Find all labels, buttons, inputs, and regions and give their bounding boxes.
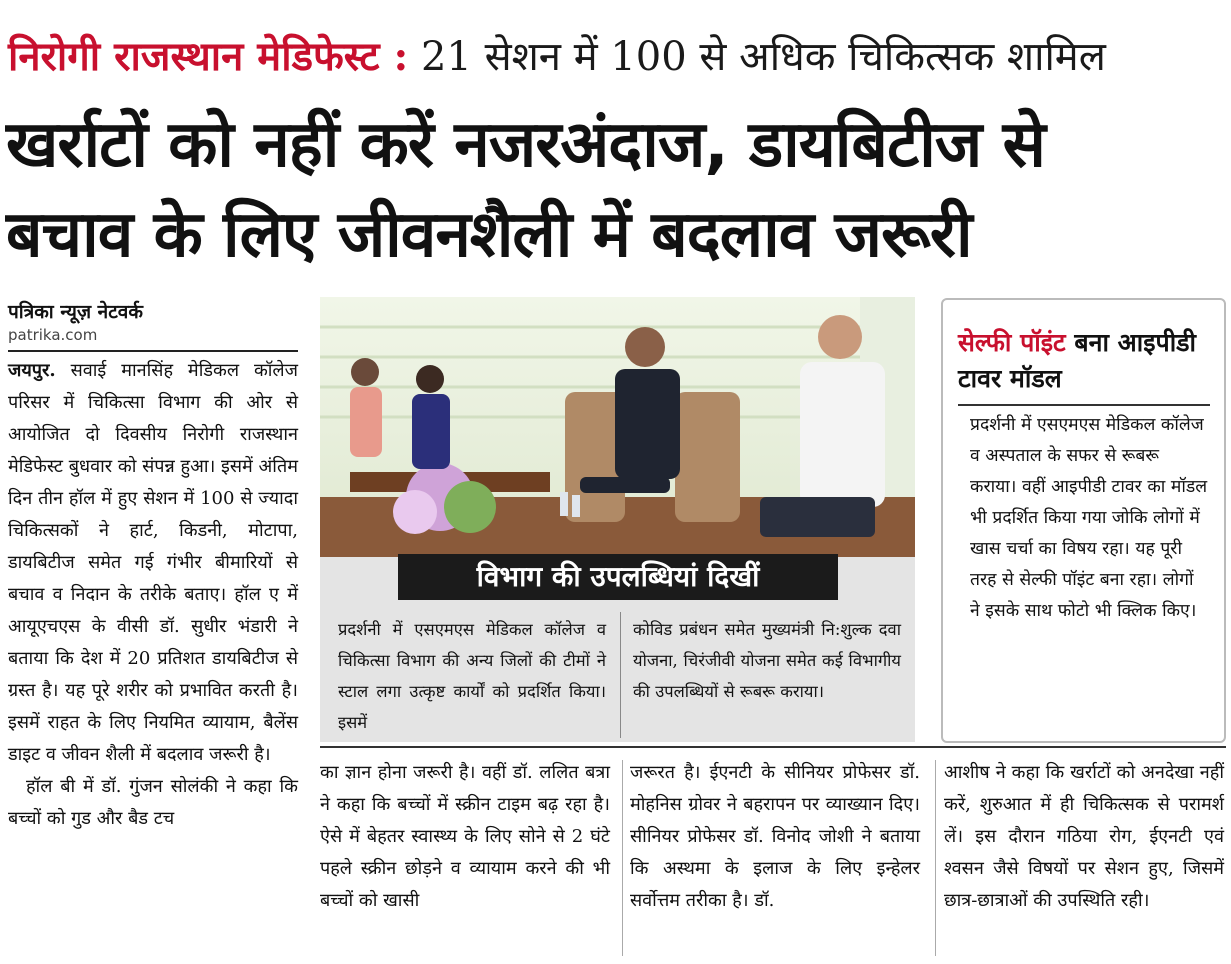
column-rule xyxy=(935,760,936,956)
achievements-divider xyxy=(620,612,621,738)
event-photo xyxy=(320,297,915,557)
byline-divider xyxy=(8,350,298,352)
sidebar-title-rest: बना आइपीडी टावर मॉडल xyxy=(958,328,1197,393)
article-column-2: का ज्ञान होना जरूरी है। वहीं डॉ. ललित बत्रा ने कहा कि बच्चों में स्क्रीन टाइम बढ़ रहा है। ऐसे में बेहतर स्वास्थ्य के लिए सोने से 2 घंटे पहले स्क्रीन छोड़ने व व्यायाम करने की भी बच्चों को खासी xyxy=(320,762,610,911)
kicker-highlight: निरोगी राजस्थान मेडिफेस्ट : xyxy=(8,33,409,80)
sidebar-divider xyxy=(958,404,1210,406)
byline: पत्रिका न्यूज़ नेटवर्क xyxy=(8,301,143,323)
column-rule xyxy=(622,760,623,956)
sidebar-title xyxy=(958,325,1220,397)
bottom-divider xyxy=(320,746,1226,748)
article-paragraph-2: हॉल बी में डॉ. गुंजन सोलंकी ने कहा कि बच्चों को गुड और बैड टच xyxy=(8,776,298,829)
headline-line-1: खर्राटों को नहीं करें नजरअंदाज, डायबिटीज से xyxy=(6,108,1045,182)
achievements-text-1: प्रदर्शनी में एसएमएस मेडिकल कॉलेज व चिकित्सा विभाग की अन्य जिलों की टीमों ने स्टाल लगा उत्कृष्ट कार्यों को प्रदर्शित किया। इसमें xyxy=(338,620,606,732)
sidebar-title-highlight: सेल्फी पॉइंट xyxy=(958,328,1066,357)
website-label: patrika.com xyxy=(8,326,98,344)
article-column-4: आशीष ने कहा कि खर्राटों को अनदेखा नहीं करें, शुरुआत में ही चिकित्सक से परामर्श लें। इस दौरान गठिया रोग, ईएनटी एवं श्वसन जैसे विषयों पर सेशन हुए, जिसमें छात्र-छात्राओं की उपस्थिति रही। xyxy=(944,762,1224,911)
achievements-heading: विभाग की उपलब्धियां दिखीं xyxy=(398,554,838,600)
achievements-text-2: कोविड प्रबंधन समेत मुख्यमंत्री नि:शुल्क दवा योजना, चिरंजीवी योजना समेत कई विभागीय की उपलब्धियों से रूबरू कराया। xyxy=(633,620,901,701)
kicker xyxy=(8,26,1223,88)
event-photo-illustration xyxy=(320,297,915,557)
dateline: जयपुर. xyxy=(8,360,56,381)
sidebar-body: प्रदर्शनी में एसएमएस मेडिकल कॉलेज व अस्पताल के सफर से रूबरू कराया। वहीं आइपीडी टावर का मॉडल भी प्रदर्शित किया गया जोकि लोगों में खास चर्चा का विषय रहा। यह पूरी तरह से सेल्फी पॉइंट बना रहा। लोगों ने इसके साथ फोटो भी क्लिक किए। xyxy=(970,415,1208,621)
article-paragraph-1: सवाई मानसिंह मेडिकल कॉलेज परिसर में चिकित्सा विभाग की ओर से आयोजित दो दिवसीय निरोगी राजस्थान मेडिफेस्ट बुधवार को संपन्न हुआ। इसमें अंतिम दिन तीन हॉल में हुए सेशन में 100 से ज्यादा चिकित्सकों ने हार्ट, किडनी, मोटापा, डायबिटीज समेत गई गंभीर बीमारियों से बचाव व निदान के तरीके बताए। हॉल ए में आयूएचएस के वीसी डॉ. सुधीर भंडारी ने बताया कि देश में 20 प्रतिशत डायबिटीज से ग्रस्त है। यह पूरे शरीर को प्रभावित करती है। इसमें राहत के लिए नियमित व्यायाम, बैलेंस डाइट व जीवन शैली में बदलाव जरूरी है। xyxy=(8,360,298,765)
article-column-1 xyxy=(8,355,298,955)
kicker-text: 21 सेशन में 100 से अधिक चिकित्सक शामिल xyxy=(408,34,1106,80)
article-column-3: जरूरत है। ईएनटी के सीनियर प्रोफेसर डॉ. मोहनिस ग्रोवर ने बहरापन पर व्याख्यान दिए। सीनियर प्रोफेसर डॉ. विनोद जोशी ने बताया कि अस्थमा के इलाज के लिए इन्हेलर सर्वोत्तम तरीका है। डॉ. xyxy=(630,762,920,911)
headline-line-2: बचाव के लिए जीवनशैली में बदलाव जरूरी xyxy=(6,198,972,272)
